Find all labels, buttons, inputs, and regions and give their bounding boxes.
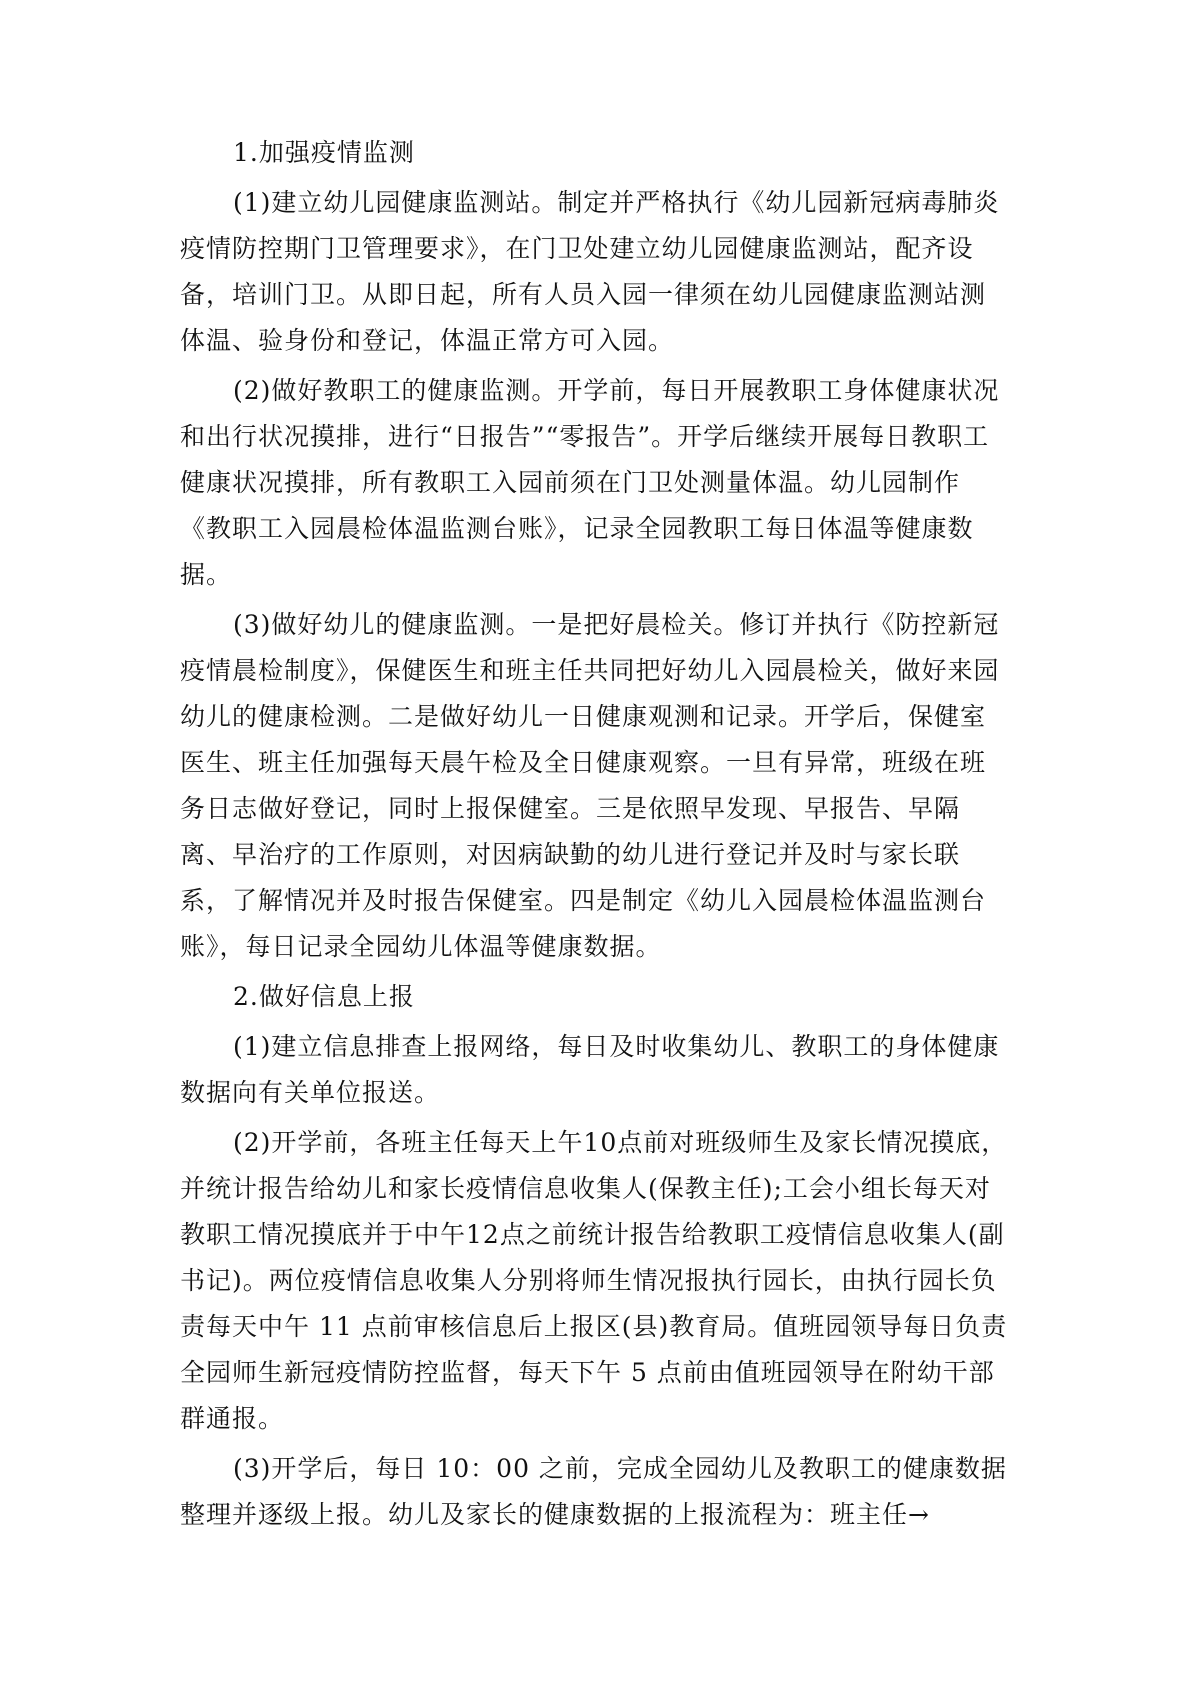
section-heading-1: 1.加强疫情监测 [233,138,415,167]
paragraph-1-3: (3)做好幼儿的健康监测。一是把好晨检关。修订并执行《防控新冠疫情晨检制度》，保健医生和班主任共同把好幼儿入园晨检关，做好来园幼儿的健康检测。二是做好幼儿一日健康观测和记录。开学后，保健室医生、班主任加强每天晨午检及全日健康观察。一旦有异常，班级在班务日志做好登记，同时上报保健室。三是依照早发现、早报告、早隔离、早治疗的工作原则，对因病缺勤的幼儿进行登记并及时与家长联系，了解情况并及时报告保健室。四是制定《幼儿入园晨检体温监测台账》，每日记录全园幼儿体温等健康数据。 [180,610,1000,961]
section-heading-2: 2.做好信息上报 [233,982,415,1011]
paragraph-2-1: (1)建立信息排查上报网络，每日及时收集幼儿、教职工的身体健康数据向有关单位报送。 [180,1032,1000,1107]
paragraph-2-3: (3)开学后，每日 10：00 之前，完成全园幼儿及教职工的健康数据整理并逐级上报。幼儿及家长的健康数据的上报流程为：班主任→ [180,1454,1007,1529]
paragraph-2-2: (2)开学前，各班主任每天上午10点前对班级师生及家长情况摸底，并统计报告给幼儿和家长疫情信息收集人(保教主任);工会小组长每天对教职工情况摸底并于中午12点之前统计报告给教职工疫情信息收集人(副书记)。两位疫情信息收集人分别将师生情况报执行园长，由执行园长负责每天中午 11 点前审核信息后上报区(县)教育局。值班园领导每日负责全园师生新冠疫情防控监督，每天下午 5 点前由值班园领导在附幼干部群通报。 [180,1128,1008,1433]
document-body [180,130,1010,1538]
paragraph-1-1: (1)建立幼儿园健康监测站。制定并严格执行《幼儿园新冠病毒肺炎疫情防控期门卫管理要求》，在门卫处建立幼儿园健康监测站，配齐设备，培训门卫。从即日起，所有人员入园一律须在幼儿园健康监测站测体温、验身份和登记，体温正常方可入园。 [180,188,1000,355]
paragraph-1-2: (2)做好教职工的健康监测。开学前，每日开展教职工身体健康状况和出行状况摸排，进行“日报告”“零报告”。开学后继续开展每日教职工健康状况摸排，所有教职工入园前须在门卫处测量体温。幼儿园制作《教职工入园晨检体温监测台账》，记录全园教职工每日体温等健康数据。 [180,376,1000,589]
